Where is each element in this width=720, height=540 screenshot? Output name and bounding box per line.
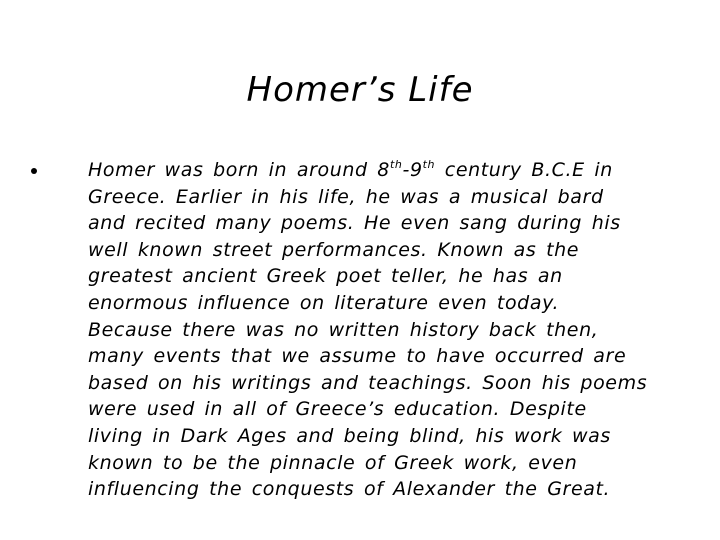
bullet-line-4: well known street performances. Known as the — [88, 238, 580, 261]
bullet-item — [30, 157, 670, 503]
line1-text-start: Homer was born in around 8 — [88, 159, 390, 181]
ordinal-suffix: th — [422, 158, 436, 171]
line1-text-end: century B.C.E in — [435, 159, 613, 181]
bullet-line-2: Greece. Earlier in his life, he was a musical bard — [88, 185, 604, 208]
bullet-line-9: based on his writings and teachings. Soon his poems — [88, 371, 648, 394]
bullet-line-11: living in Dark Ages and being blind, his work was — [88, 424, 611, 447]
ordinal-suffix: th — [389, 158, 403, 171]
bullet-line-6: enormous influence on literature even today. — [88, 291, 560, 314]
bullet-list — [30, 157, 670, 503]
bullet-dot-icon — [31, 168, 37, 174]
bullet-line-12: known to be the pinnacle of Greek work, even — [88, 451, 578, 474]
bullet-line-7: Because there was no written history back then, — [88, 318, 599, 341]
bullet-line-1 — [88, 157, 670, 184]
bullet-line-5: greatest ancient Greek poet teller, he has an — [88, 265, 563, 288]
bullet-line-3: and recited many poems. He even sang during his — [88, 212, 621, 235]
slide-title: Homer’s Life — [246, 70, 474, 110]
bullet-line-13: influencing the conquests of Alexander the Great. — [88, 478, 611, 501]
bullet-line-8: many events that we assume to have occurred are — [88, 345, 627, 368]
bullet-line-10: were used in all of Greece’s education. Despite — [88, 398, 587, 421]
line1-text-middle: -9 — [402, 159, 423, 181]
